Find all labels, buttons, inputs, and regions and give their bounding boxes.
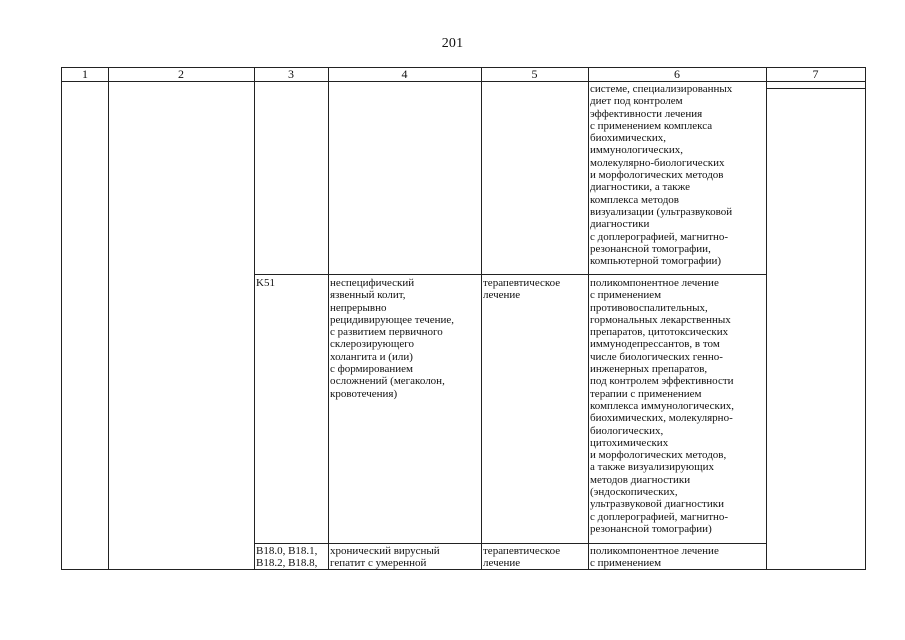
row-k51-model: неспецифический язвенный колит, непрерывно рецидивирующее течение, с развитием первичного склерозирующего холангита и (или) с формированием осложнений (мегаколон, кровотечения) bbox=[330, 277, 455, 400]
column-divider bbox=[108, 68, 109, 569]
row-b18-model: хронический вирусный гепатит с умеренной bbox=[330, 545, 440, 570]
header-divider bbox=[62, 81, 865, 82]
header-col-2: 2 bbox=[178, 67, 184, 81]
row-b18-type: терапевтическое лечение bbox=[483, 545, 561, 570]
column-divider bbox=[766, 68, 767, 569]
method-continuation: системе, специализированных диет под контролем эффективности лечения с применением комплекса биохимических, иммунологических, молекулярно-биологических и морфологических методов диагностики, а также комплекса методов визуализации (ультразвуковой диагностики с доплерографией, магнитно- резонансной томографии, компьютерной томографии) bbox=[590, 83, 733, 268]
row-divider bbox=[766, 88, 865, 89]
row-divider bbox=[254, 543, 766, 544]
header-col-1: 1 bbox=[82, 67, 88, 81]
medical-care-table bbox=[61, 67, 866, 570]
row-k51-type: терапевтическое лечение bbox=[483, 277, 561, 302]
column-divider bbox=[588, 68, 589, 569]
header-col-7: 7 bbox=[812, 67, 819, 81]
column-divider bbox=[254, 68, 255, 569]
column-divider bbox=[328, 68, 329, 569]
header-col-5: 5 bbox=[531, 67, 538, 81]
header-col-4: 4 bbox=[401, 67, 408, 81]
row-k51-code: K51 bbox=[256, 277, 275, 289]
header-col-3: 3 bbox=[288, 67, 294, 81]
header-col-6: 6 bbox=[674, 67, 680, 81]
column-divider bbox=[481, 68, 482, 569]
row-k51-method: поликомпонентное лечение с применением противовоспалительных, гормональных лекарственных препаратов, цитотоксических иммунодепрессантов, в том числе биологических генно- инженерных препаратов, под контролем эффективности терапии с применением комплекса иммунологических, биохимических, молекулярно- биологических, цитохимических и морфологических методов, а также визуализирующих методов диагностики (эндоскопических, ультразвуковой диагностики с доплерографией, магнитно- резонансной томографии) bbox=[590, 277, 735, 535]
row-divider bbox=[254, 274, 766, 275]
page-number: 201 bbox=[441, 36, 464, 51]
row-b18-code: B18.0, B18.1, B18.2, B18.8, bbox=[256, 545, 318, 570]
row-b18-method: поликомпонентное лечение с применением bbox=[590, 545, 719, 570]
